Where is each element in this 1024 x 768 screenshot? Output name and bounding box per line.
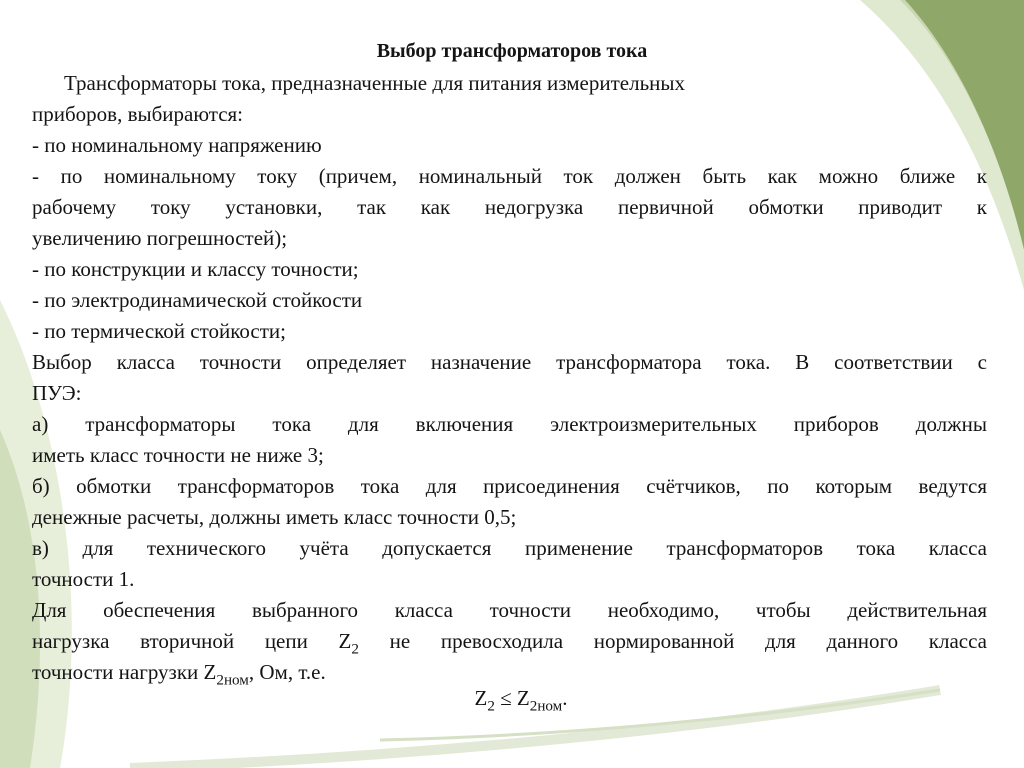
paragraph-line: увеличению погрешностей); <box>32 226 288 250</box>
list-item: а) трансформаторы тока для включения электроизмерительных приборов должны <box>32 412 987 436</box>
list-item: - по конструкции и классу точности; <box>32 257 359 281</box>
paragraph-line: точности 1. <box>32 567 135 591</box>
paragraph-line-z2: нагрузка вторичной цепи $Z_2$ не превосходила нормированной для данного класса <box>32 629 987 658</box>
list-item: - по номинальному току (причем, номинальный ток должен быть как можно ближе к <box>32 164 987 188</box>
paragraph-line: приборов, выбираются: <box>32 102 244 126</box>
paragraph-line: ПУЭ: <box>32 381 82 405</box>
slide-title: Выбор трансформаторов тока <box>376 40 648 62</box>
paragraph-line: денежные расчеты, должны иметь класс точности 0,5; <box>32 505 517 529</box>
list-item: - по электродинамической стойкости <box>32 288 363 312</box>
paragraph-line: иметь класс точности не ниже 3; <box>32 443 324 467</box>
list-item: б) обмотки трансформаторов тока для присоединения счётчиков, по которым ведутся <box>32 474 987 498</box>
paragraph-line-z2nom: точности нагрузки $Z_{2ном}$, Ом, т.е. <box>32 660 326 689</box>
paragraph-line: рабочему току установки, так как недогрузка первичной обмотки приводит к <box>32 195 987 219</box>
list-item: в) для технического учёта допускается применение трансформаторов тока класса <box>32 536 987 560</box>
paragraph-line: Выбор класса точности определяет назначение трансформатора тока. В соответствии с <box>32 350 987 374</box>
formula: $Z_2 \le Z_{2ном}$. <box>474 686 568 715</box>
paragraph-line: Для обеспечения выбранного класса точности необходимо, чтобы действительная <box>32 598 987 622</box>
paragraph-line: Трансформаторы тока, предназначенные для питания измерительных <box>64 71 685 95</box>
list-item: - по термической стойкости; <box>32 319 286 343</box>
list-item: - по номинальному напряжению <box>32 133 322 157</box>
